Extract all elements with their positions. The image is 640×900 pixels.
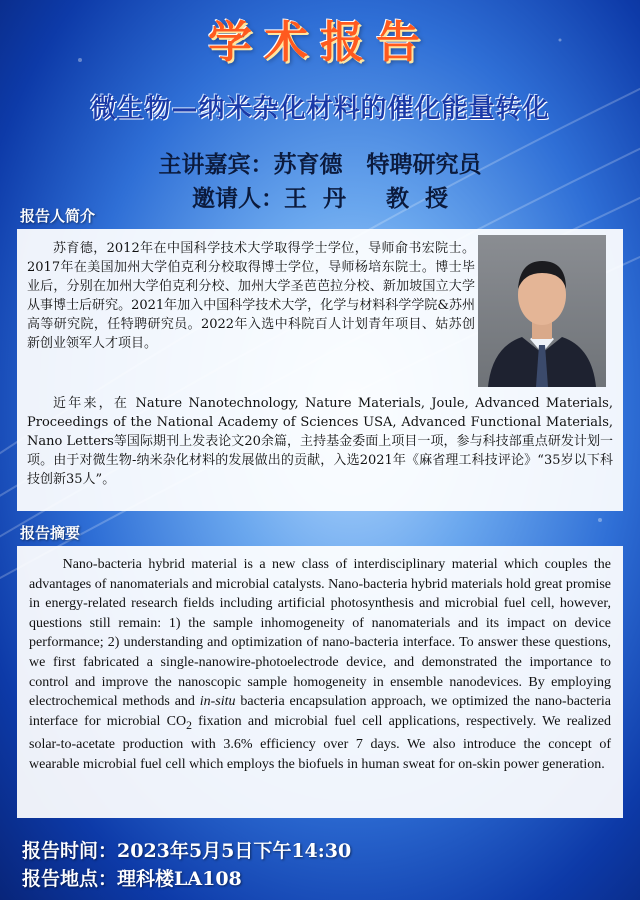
speaker-photo xyxy=(478,235,606,387)
bio-panel xyxy=(17,229,623,511)
talk-time: 报告时间：2023年5月5日下午14:30 xyxy=(22,840,352,862)
talk-location: 报告地点：理科楼LA108 xyxy=(22,868,242,890)
bio-paragraph-1: 苏育德，2012年在中国科学技术大学取得学士学位，导师俞书宏院士。2017年在美国加州大学伯克利分校取得博士学位，导师杨培东院士。博士毕业后，分别在加州大学伯克利分校、加州大学圣芭芭拉分校、新加坡国立大学从事博士后研究。2021年加入中国科学技术大学，化学与材料科学学院&苏州高等研究院，任特聘研究员。2022年入选中科院百人计划青年项目、姑苏创新创业领军人才项目。 xyxy=(27,241,475,351)
bio-paragraph-2: 近年来，在 Nature Nanotechnology, Nature Materials, Joule, Advanced Materials, Proceedings of the National Academy of Sciences USA, Advanced Functional Materials, Nano Letters等国际期刊上发表论文20余篇，主持基金委面上项目一项，参与科技部重点研发计划一项。由于对微生物-纳米杂化材料的发展做出的贡献，入选2021年《麻省理工科技评论》“35岁以下科技创新35人”。 xyxy=(27,396,613,487)
bio-section-label: 报告人简介 xyxy=(20,208,96,225)
speaker-portrait-icon xyxy=(478,235,606,387)
abstract-italic-term: in-situ xyxy=(199,694,236,710)
inviter-line: 邀请人：王 丹 教 授 xyxy=(191,185,449,212)
abstract-panel xyxy=(17,546,623,818)
abstract-part-2: bacteria encapsulation approach, we optimized the nano-bacteria interface for microbial CO xyxy=(29,694,611,729)
abstract-section-label: 报告摘要 xyxy=(20,525,81,542)
speaker-line: 主讲嘉宾：苏育德 特聘研究员 xyxy=(158,151,482,178)
poster-title: 学术报告 xyxy=(208,17,432,68)
abstract-subscript: 2 xyxy=(186,718,192,732)
abstract-paragraph xyxy=(29,555,611,774)
talk-title: 微生物—纳米杂化材料的催化能量转化 xyxy=(90,94,550,124)
abstract-part-1: Nano-bacteria hybrid material is a new class of interdisciplinary material which couples the advantages of nanomaterials and microbial catalysts. Nano-bacteria hybrid materials hold great promise in energy-related research fields including artificial photosynthesis and microbial fuel cell, however, questions still remain: 1) the sample inhomogeneity of nanomaterials and its impact on device performance; 2) understanding and optimization of nano-bacteria interface. To answer these questions, we first fabricated a single-nanowire-photoelectrode device, and demonstrated the importance to control and improve the nanoscopic sample homogeneity in ensemble nanodevices. By employing electrochemical methods and xyxy=(29,557,611,710)
abstract-part-3: fixation and microbial fuel cell applications, respectively. We realized solar-to-acetate production with 3.6% efficiency over 7 days. We also introduce the concept of wearable microbial fuel cell which employs the biofuels in human sweat for on-skin power generation. xyxy=(29,713,611,772)
